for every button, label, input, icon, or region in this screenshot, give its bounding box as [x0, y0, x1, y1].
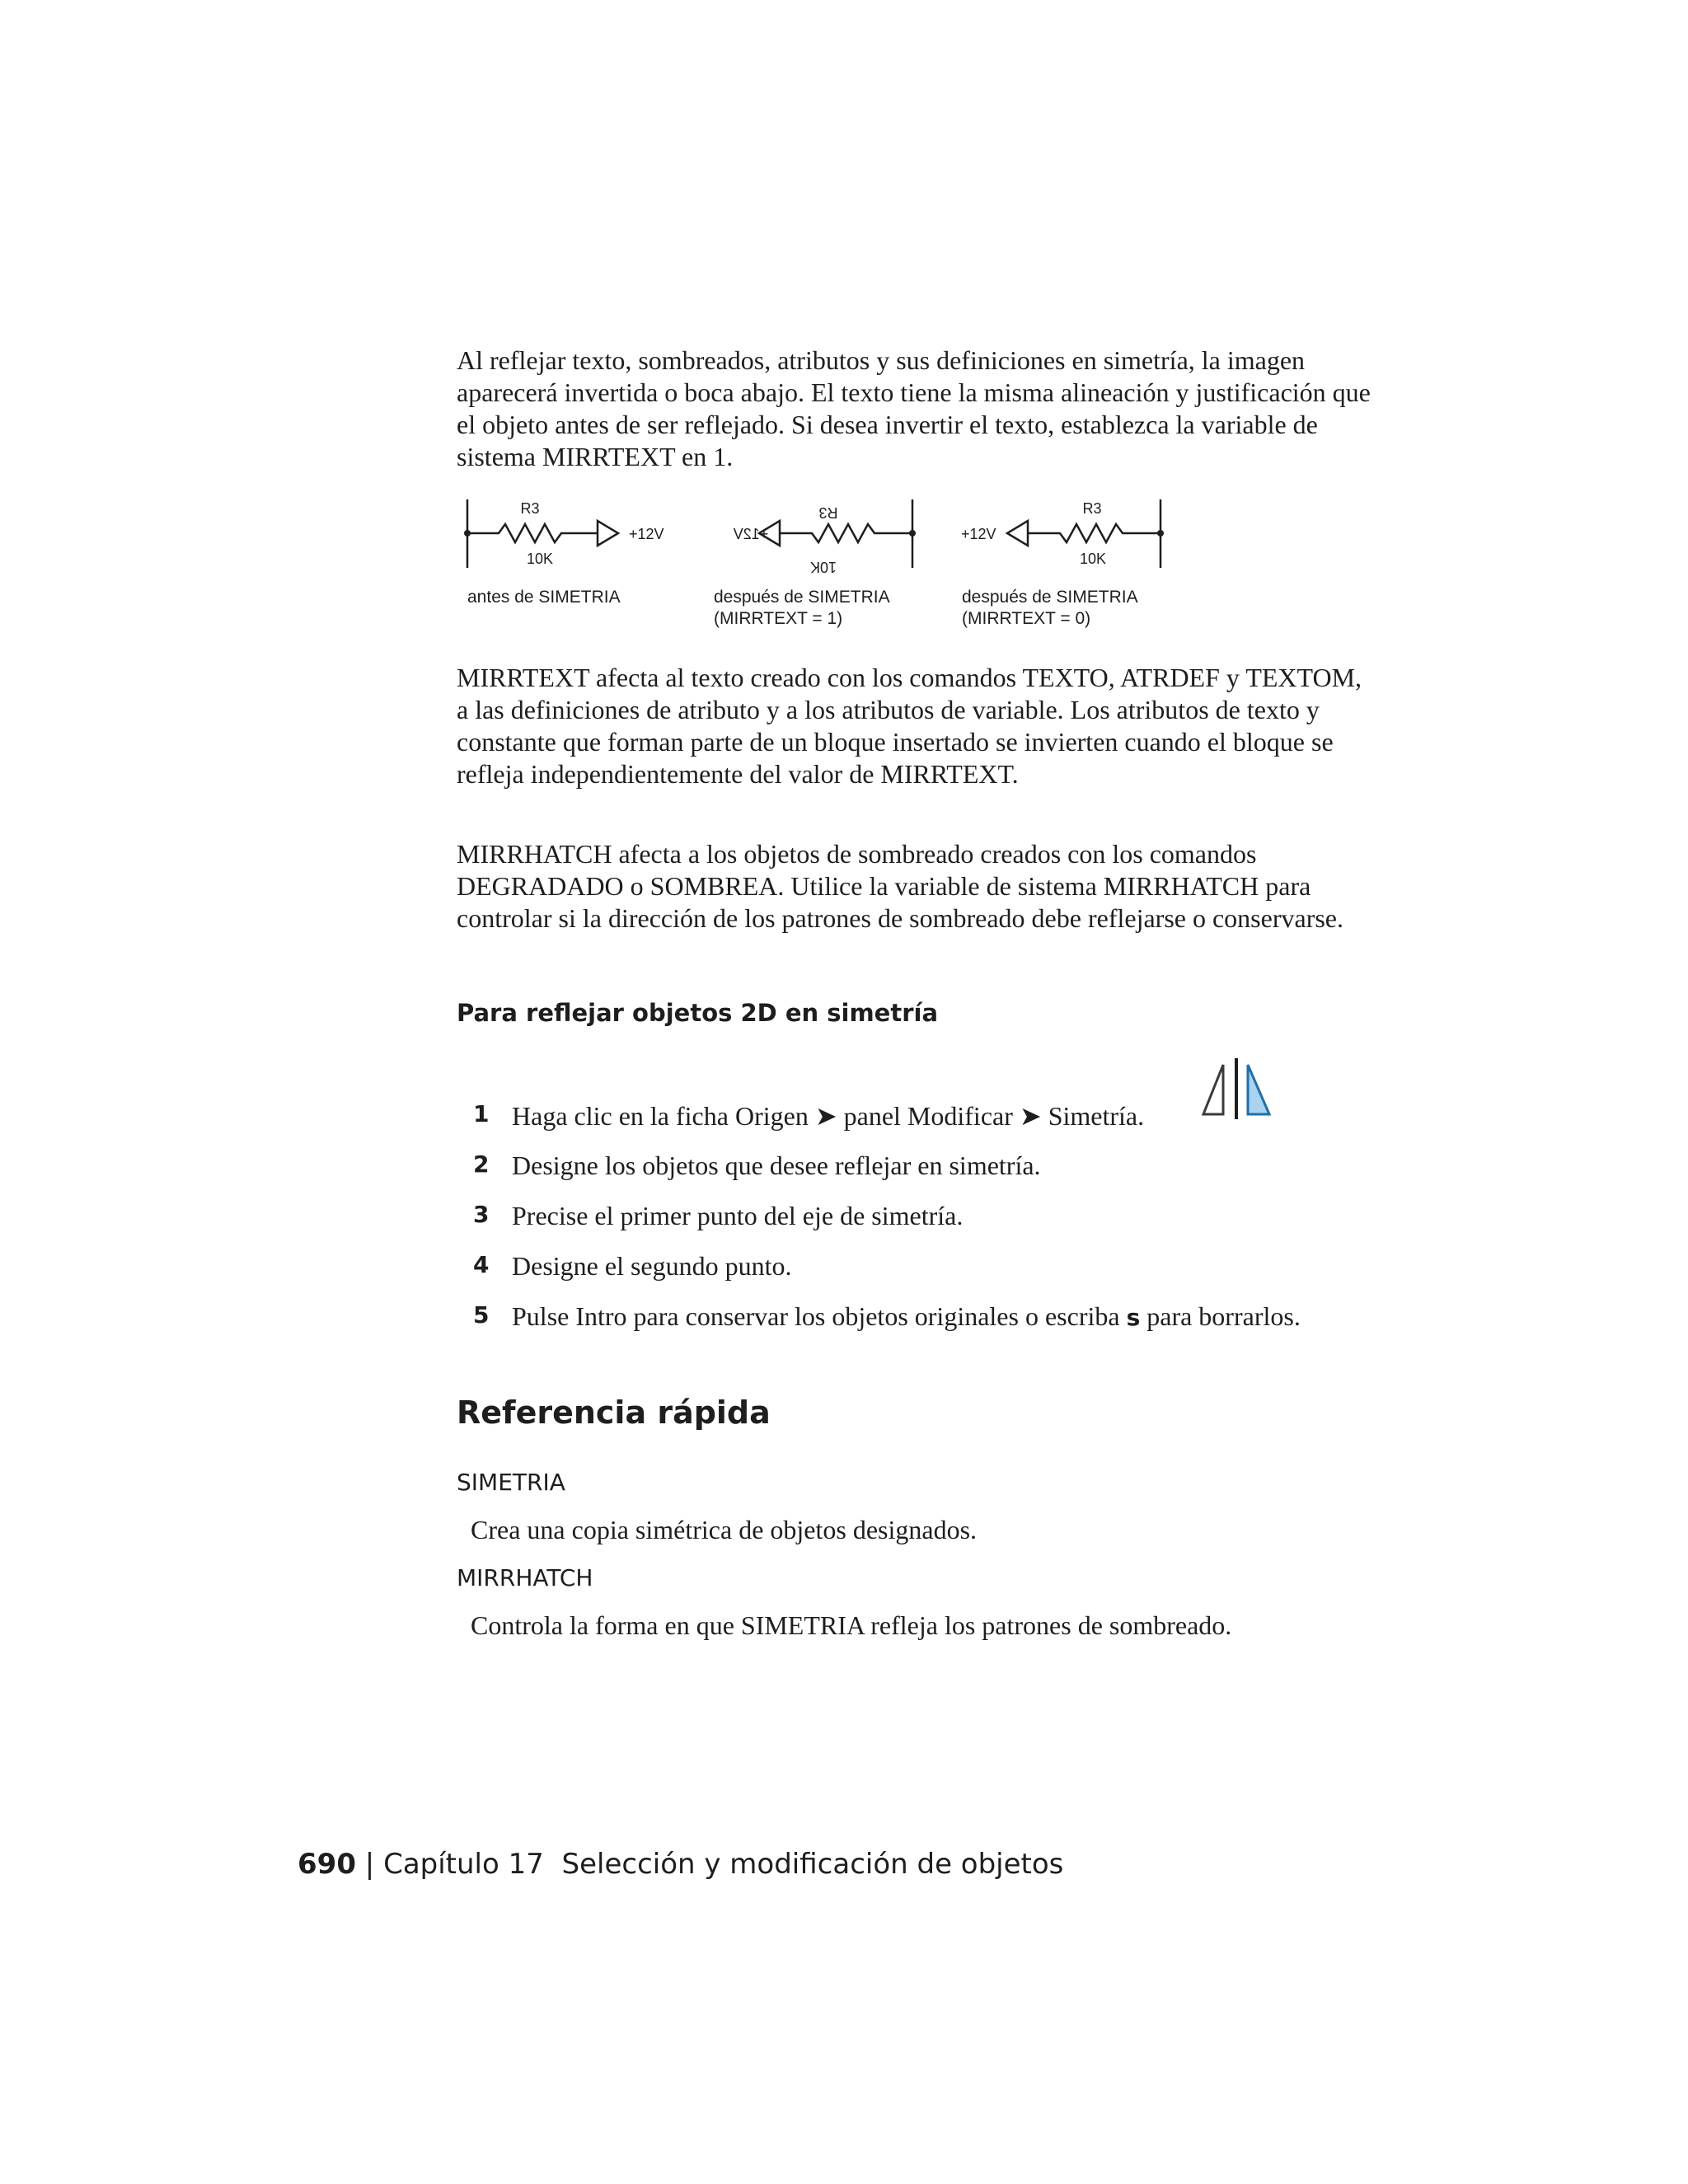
- step-text: Precise el primer punto del eje de simetría.: [512, 1201, 964, 1230]
- step-number: 1: [473, 1100, 490, 1127]
- step-item: [473, 1201, 1380, 1251]
- resistor-label-after: R3: [1082, 500, 1102, 517]
- step-number: 4: [473, 1251, 490, 1278]
- step-text-part: Pulse Intro para conservar los objetos originales o escriba: [512, 1301, 1127, 1331]
- resistance-label-mirrored: 10K: [809, 559, 837, 575]
- footer-separator: |: [364, 1848, 375, 1881]
- caption-after-mirrtext1-line1: después de SIMETRIA: [714, 588, 890, 607]
- caption-after-mirrtext1-line2: (MIRRTEXT = 1): [714, 609, 843, 628]
- command-name: MIRRHATCH: [457, 1564, 593, 1591]
- page-number: 690: [298, 1848, 356, 1881]
- quick-reference-heading: Referencia rápida: [457, 1394, 771, 1431]
- step-key-letter: s: [1126, 1304, 1141, 1331]
- step-item: [473, 1301, 1380, 1352]
- resistor-label-before: R3: [520, 500, 540, 517]
- chapter-title: Selección y modificación de objetos: [561, 1848, 1064, 1881]
- step-text: [512, 1301, 1301, 1332]
- command-description: Crea una copia simétrica de objetos designados.: [471, 1515, 978, 1544]
- step-number: 3: [473, 1201, 490, 1228]
- chapter-number: Capítulo 17: [383, 1848, 544, 1881]
- step-number: 2: [473, 1151, 490, 1178]
- caption-after-mirrtext0-line2: (MIRRTEXT = 0): [962, 609, 1091, 628]
- step-item: [473, 1151, 1380, 1201]
- step-text: Haga clic en la ficha Origen ➤ panel Modificar ➤ Simetría.: [512, 1101, 1145, 1131]
- page-footer: [298, 1848, 1063, 1881]
- mirrhatch-paragraph: MIRRHATCH afecta a los objetos de sombreado creados con los comandos DEGRADADO o SOMBREA. Utilice la variable de sistema MIRRHATCH para controlar si la dirección de los patrones de sombreado debe reflejarse o conservarse.: [457, 839, 1343, 933]
- resistance-label-after: 10K: [1079, 551, 1107, 567]
- resistor-label-mirrored: R3: [818, 504, 838, 521]
- intro-paragraph: Al reflejar texto, sombreados, atributos y sus definiciones en simetría, la imagen aparecerá invertida o boca abajo. El texto tiene la misma alineación y justificación que el objeto antes de ser reflejado. Si desea invertir el texto, establezca la variable de sistema MIRRTEXT en 1.: [457, 345, 1371, 471]
- step-text: Designe los objetos que desee reflejar en simetría.: [512, 1151, 1041, 1180]
- step-item: [473, 1251, 1380, 1301]
- caption-before: antes de SIMETRIA: [467, 588, 621, 607]
- circuit-diagram: [457, 490, 1166, 638]
- step-text: Designe el segundo punto.: [512, 1251, 792, 1281]
- voltage-label-after: +12V: [961, 526, 996, 542]
- caption-after-mirrtext0-line1: después de SIMETRIA: [962, 588, 1138, 607]
- mirrtext-paragraph: MIRRTEXT afecta al texto creado con los comandos TEXTO, ATRDEF y TEXTOM, a las definiciones de atributo y a los atributos de variable. Los atributos de texto y constante que forman parte de un bloque insertado se invierten cuando el bloque se refleja independientemente del valor de MIRRTEXT.: [457, 663, 1362, 789]
- command-name: SIMETRIA: [457, 1469, 565, 1496]
- procedure-heading: Para reflejar objetos 2D en simetría: [457, 999, 939, 1027]
- command-description: Controla la forma en que SIMETRIA refleja los patrones de sombreado.: [471, 1610, 1232, 1640]
- voltage-label-mirrored: +12V: [733, 526, 769, 542]
- voltage-label-before: +12V: [629, 526, 664, 542]
- step-text-part: para borrarlos.: [1140, 1301, 1301, 1331]
- resistance-label-before: 10K: [526, 551, 554, 567]
- mirrtext-figure: [457, 490, 1166, 638]
- step-number: 5: [473, 1301, 490, 1329]
- mirror-icon: [1198, 1055, 1274, 1121]
